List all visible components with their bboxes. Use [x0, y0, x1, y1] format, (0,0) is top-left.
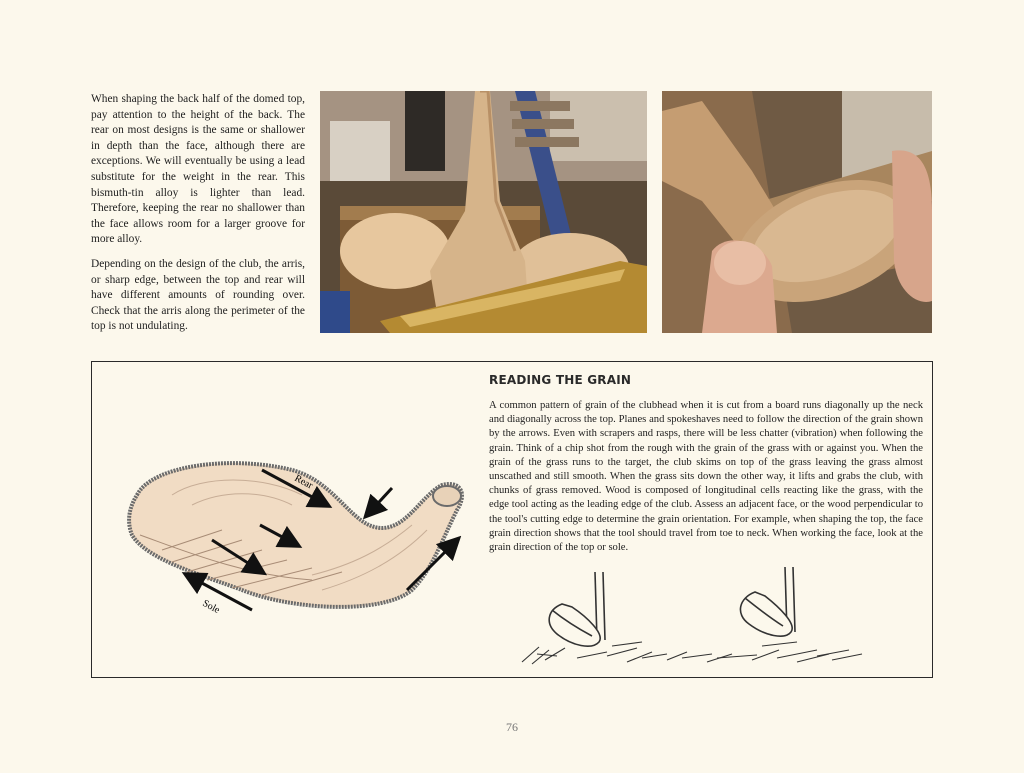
reading-the-grain-sidebar [91, 361, 933, 678]
intro-paragraph-2: Depending on the design of the club, the arris, or sharp edge, between the top and rear will have different amounts of rounding over. Check that the arris along the perimeter of the top is not undulating. [91, 257, 305, 333]
club-in-grass-sketch [517, 562, 877, 672]
sole-label: Sole [200, 597, 222, 616]
clubhead-grain-diagram [112, 450, 472, 630]
rear-label: Rear [292, 472, 315, 492]
photo-clubhead-in-vise [320, 91, 647, 333]
intro-paragraph-1: When shaping the back half of the domed top, pay attention to the height of the back. The rear on most designs is the same or shallower in depth than the face, although there are exceptions. We will eventually be using a lead substitute for the weight in the rear. This bismuth-tin alloy is lighter than lead. Therefore, keeping the rear no shallower than the face allows room for a larger groove for more alloy. [91, 93, 305, 246]
intro-text [91, 92, 305, 344]
photo-hand-holding-clubhead [662, 91, 932, 333]
sidebar-title: READING THE GRAIN [489, 373, 632, 387]
sidebar-body: A common pattern of grain of the clubhead when it is cut from a board runs diagonally up the neck and diagonally across the top. Planes and spokeshaves need to follow the direction of the grain shown by the arrows. Even with scrapers and rasps, there will be less chatter (vibration) when following the grain. Think of a chip shot from the rough with the grain of the grass with or against you. When the grain of the grass runs to the target, the club skims on top of the grass leaving the grass almost unscathed and still smooth. When the grass sits down the other way, it lifts and grabs the club, with chunks of grass removed. Wood is composed of longitudinal cells reacting like the grass, with the edge tool acting as the leading edge of the club. Assess an adjacent face, or the wood perpendicular to the tool's cutting edge to determine the grain orientation. For example, when shaping the top, the face grain direction shows that the tool should travel from toe to neck. When working the face, look at the grain direction of the top or sole. [489, 400, 923, 554]
page-number: 76 [506, 720, 518, 734]
